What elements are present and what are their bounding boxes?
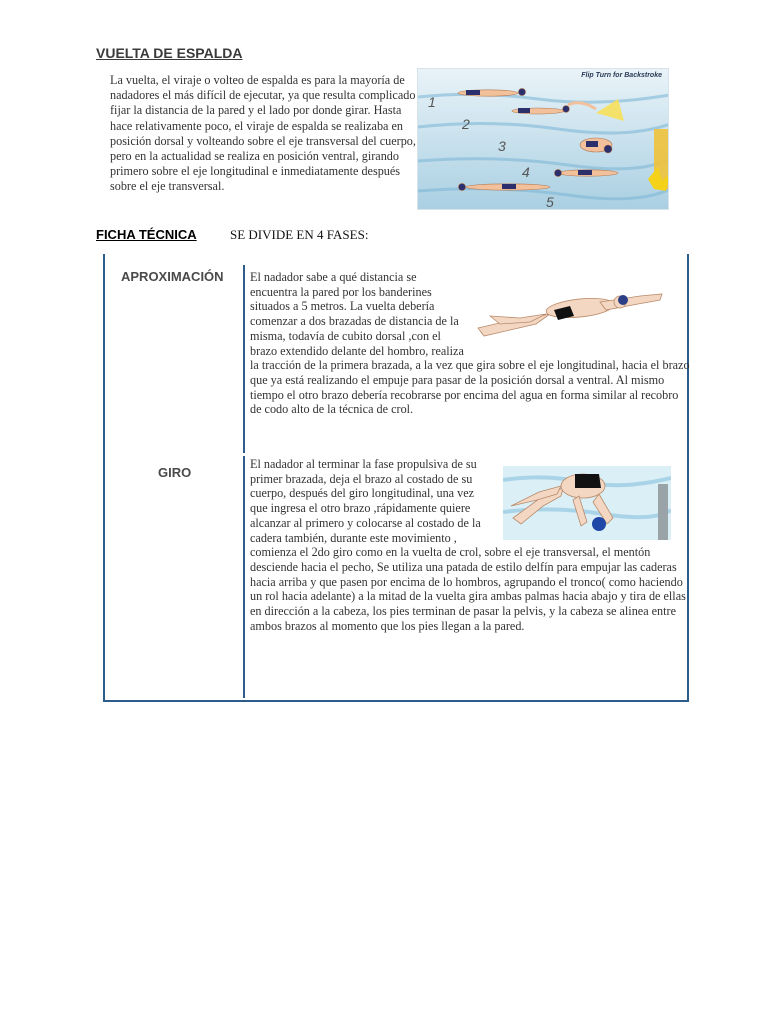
image-wrap-spacer xyxy=(490,457,690,545)
phase-name-aproximacion: APROXIMACIÓN xyxy=(121,269,224,284)
step-number: 1 xyxy=(428,94,436,110)
ficha-tecnica-heading: FICHA TÉCNICA xyxy=(96,227,197,242)
phase-name-giro: GIRO xyxy=(158,465,192,480)
page-title: VUELTA DE ESPALDA xyxy=(96,45,243,61)
column-divider xyxy=(243,456,245,698)
backstroke-turn-illustration xyxy=(418,69,669,210)
column-divider xyxy=(243,265,245,453)
step-number: 3 xyxy=(498,138,506,154)
phase-text-giro: El nadador al terminar la fase propulsiva de su primer brazada, deja el brazo al costado de su cuerpo, después del giro longitudinal, una vez que ingresa el otro brazo ,rápidamente quiere alcanzar al primero y colocarse al costado de la cadera también, durante este movimiento , comienza el 2do giro como en la vuelta de crol, sobre el eje transversal, el mentón desciende hacia el pecho, Se utiliza una patada de estilo delfín para empujar las caderas hacia arriba y que pasen por encima de lo hombros, agrupando el tronco( como haciendo un rol hacia adelante) a la mitad de la vuelta gira ambas palmas hacia abajo y tira de ellas en dirección a la cabeza, los pies terminan de pasar la pelvis, y la cabeza se alinea entre ambos brazos al momento que los pies llegan a la pared. xyxy=(250,457,690,657)
step-number: 5 xyxy=(546,194,554,210)
step-number: 4 xyxy=(522,164,530,180)
figure-caption: Flip Turn for Backstroke xyxy=(581,72,662,79)
backstroke-turn-figure xyxy=(417,68,669,210)
intro-paragraph: La vuelta, el viraje o volteo de espalda es para la mayoría de nadadores el más difícil de ejecutar, ya que resulta complicado fijar la distancia de la pared y el lado por donde girar. Hasta hace relativamente poco, el viraje de espalda se realizaba en posición dorsal y volteando sobre el eje transversal del cuerpo, pero en la actualidad se realiza en posición ventral, girando primero sobre el eje longitudinal e inmediatamente después sobre el eje transversal. xyxy=(110,73,416,194)
phase-text-aproximacion: El nadador sabe a qué distancia se encuentra la pared por los banderines situados a 5 metros. La vuelta debería comenzar a dos brazadas de distancia de la misma, todavía de cubito dorsal ,con el brazo extendido delante del hombro, realiza la tracción de la primera brazada, a la vez que gira sobre el eje longitudinal, hacia el brazo que ya está realizando el empuje para pasar de la posición dorsal a ventral. Al mismo tiempo el otro brazo debería recobrarse por encima del agua en forma similar al recobro de codo alto de la técnica de crol. xyxy=(250,270,690,417)
ficha-subtitle: SE DIVIDE EN 4 FASES: xyxy=(230,227,369,242)
step-number: 2 xyxy=(462,116,470,132)
image-wrap-spacer xyxy=(466,270,690,358)
